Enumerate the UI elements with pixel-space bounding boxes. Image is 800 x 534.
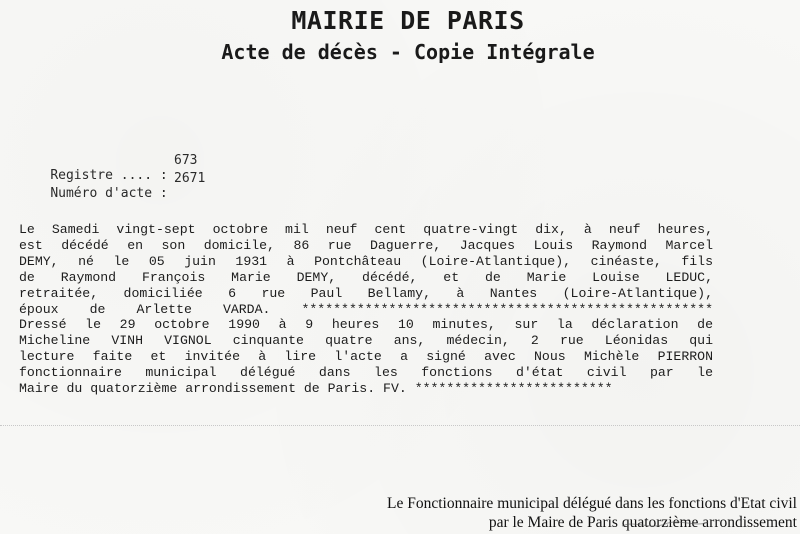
pen-stroke-icon (620, 516, 710, 532)
acte-label: Numéro d'acte : (50, 186, 168, 201)
acte-body-line: Dressé le 29 octobre 1990 à 9 heures 10 minutes, sur la déclaration de (19, 317, 713, 333)
acte-body-line: lecture faite et invitée à lire l'acte a signé avec Nous Michèle PIERRON (19, 349, 713, 365)
document-title: MAIRIE DE PARIS (291, 6, 525, 35)
document-subtitle: Acte de décès - Copie Intégrale (221, 40, 595, 64)
acte-body-line: fonctionnaire municipal délégué dans les fonctions d'état civil par le (19, 365, 713, 381)
acte-body-line: Le Samedi vingt-sept octobre mil neuf cent quatre-vingt dix, à neuf heures, (19, 222, 713, 237)
acte-value: 2671 (174, 171, 206, 186)
acte-body-line: de Raymond François Marie DEMY, décédé, et de Marie Louise LEDUC, (19, 269, 713, 285)
acte-body-line: Micheline VINH VIGNOL cinquante quatre ans, médecin, 2 rue Léonidas qui (19, 333, 713, 349)
registre-label: Registre .... : (50, 168, 168, 183)
acte-body-line: retraitée, domiciliée 6 rue Paul Bellamy, à Nantes (Loire-Atlantique), (19, 285, 713, 301)
acte-body-line: DEMY, né le 05 juin 1931 à Pontchâteau (Loire-Atlantique), cinéaste, fils (19, 253, 713, 269)
registre-value: 673 (174, 153, 198, 168)
signature-block (387, 494, 797, 532)
acte-body-line: époux de Arlette VARDA. **************************************************** (19, 301, 713, 317)
signature-line-1: Le Fonctionnaire municipal délégué dans les fonctions d'Etat civil (387, 495, 797, 512)
section-divider (0, 425, 800, 426)
acte-body-line: Maire du quatorzième arrondissement de Paris. FV. ************************* (19, 381, 613, 397)
acte-body (19, 222, 713, 397)
signature-line-2: par le Maire de Paris quatorzième arrondissement (488, 514, 797, 531)
acte-body-line: est décédé en son domicile, 86 rue Daguerre, Jacques Louis Raymond Marcel (19, 237, 713, 253)
